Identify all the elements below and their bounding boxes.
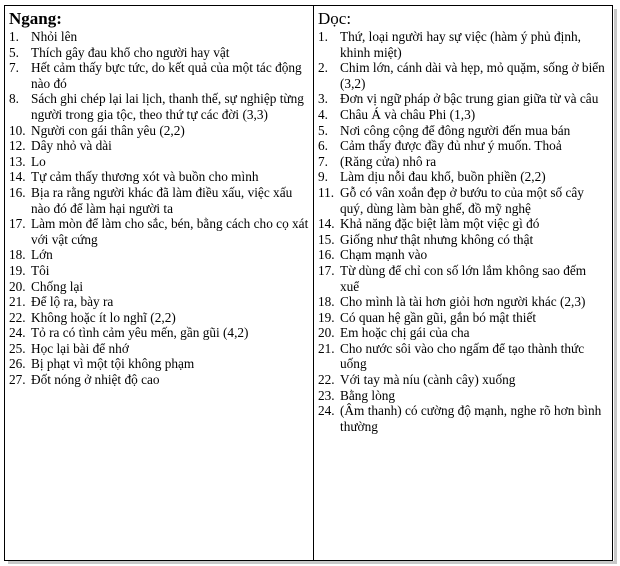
clue-text: Lớn bbox=[31, 247, 53, 263]
clue-number: 5. bbox=[9, 44, 19, 60]
across-clue-list bbox=[9, 29, 309, 388]
clue-number: 1. bbox=[318, 29, 328, 44]
clue-number: 16. bbox=[318, 247, 335, 263]
clue-text: Bị phạt vì một tội không phạm bbox=[31, 356, 195, 372]
table-shadow-bottom bbox=[8, 561, 617, 564]
clue-text: Tỏ ra có tình cảm yêu mến, gần gũi (4,2) bbox=[31, 325, 249, 341]
clue-item bbox=[9, 29, 309, 45]
clue-text: Lo bbox=[31, 153, 46, 169]
down-clue-list bbox=[318, 29, 608, 434]
clue-text: Nhỏi lên bbox=[31, 29, 78, 44]
clue-item bbox=[318, 107, 608, 123]
clue-item bbox=[9, 294, 309, 310]
clue-item bbox=[9, 45, 309, 61]
clue-number: 8. bbox=[9, 91, 19, 107]
clue-item bbox=[318, 388, 608, 404]
clue-text: Học lại bài để nhớ bbox=[31, 340, 129, 356]
clue-number: 6. bbox=[318, 138, 328, 154]
clue-number: 10. bbox=[9, 122, 26, 138]
clue-item bbox=[318, 263, 608, 294]
clue-text: Chạm mạnh vào bbox=[340, 247, 428, 263]
clue-item bbox=[318, 154, 608, 170]
down-heading: Dọc: bbox=[318, 9, 352, 28]
clue-item bbox=[318, 29, 608, 60]
clue-number: 13. bbox=[9, 153, 26, 169]
clue-text: Tự cảm thấy thương xót và buồn cho mình bbox=[31, 169, 259, 185]
clue-item bbox=[9, 138, 309, 154]
clue-number: 9. bbox=[318, 169, 328, 185]
clue-text: Đơn vị ngữ pháp ở bậc trung gian giữa từ và câu bbox=[340, 91, 599, 107]
clue-item bbox=[9, 154, 309, 170]
clue-number: 23. bbox=[318, 387, 335, 403]
clue-text: (Âm thanh) có cường độ mạnh, nghe rõ hơn bình thường bbox=[340, 403, 602, 434]
clue-number: 11. bbox=[318, 184, 335, 200]
clue-item bbox=[318, 232, 608, 248]
clue-text: Hết cảm thấy bực tức, do kết quả của một tác động nào đó bbox=[31, 60, 302, 91]
clue-item bbox=[318, 169, 608, 185]
clue-item bbox=[318, 60, 608, 91]
clue-number: 17. bbox=[9, 216, 26, 232]
clue-number: 7. bbox=[9, 60, 19, 76]
clue-number: 14. bbox=[9, 169, 26, 185]
clue-item bbox=[318, 341, 608, 372]
clue-text: Chim lớn, cánh dài và hẹp, mỏ quặm, sống ở biển (3,2) bbox=[340, 60, 605, 91]
clue-number: 7. bbox=[318, 153, 328, 169]
clue-text: Gỗ có vân xoắn đẹp ở bướu to của một số cây quý, dùng làm bàn ghế, đồ mỹ nghệ bbox=[340, 184, 584, 216]
clue-text: Thích gây đau khổ cho người hay vật bbox=[31, 44, 230, 60]
clue-text: Cho mình là tài hơn giỏi hơn người khác (2,3) bbox=[340, 294, 586, 310]
clue-text: Khả năng đặc biệt làm một việc gì đó bbox=[340, 216, 540, 232]
clue-item bbox=[318, 216, 608, 232]
clue-text: Bằng lòng bbox=[340, 387, 396, 403]
clue-text: Thứ, loại người hay sự việc (hàm ý phủ định, khinh miệt) bbox=[340, 29, 581, 60]
clue-item bbox=[318, 138, 608, 154]
across-heading: Ngang: bbox=[9, 9, 62, 28]
clue-text: Từ dùng để chỉ con số lớn lắm không sao đếm xuể bbox=[340, 262, 587, 294]
clue-number: 27. bbox=[9, 372, 26, 388]
clue-text: Nơi công cộng để đông người đến mua bán bbox=[340, 122, 571, 138]
clue-number: 17. bbox=[318, 262, 335, 278]
clue-item bbox=[9, 263, 309, 279]
clue-item bbox=[318, 123, 608, 139]
clue-number: 20. bbox=[9, 278, 26, 294]
clue-number: 4. bbox=[318, 106, 328, 122]
clue-item bbox=[318, 372, 608, 388]
clue-number: 12. bbox=[9, 138, 26, 154]
clue-number: 14. bbox=[318, 216, 335, 232]
crossword-clues-table bbox=[4, 5, 613, 561]
clue-text: Người con gái thân yêu (2,2) bbox=[31, 122, 185, 138]
clue-number: 16. bbox=[9, 184, 26, 200]
clue-text: Bịa ra rằng người khác đã làm điều xấu, việc xấu nào đó để làm hại người ta bbox=[31, 184, 293, 216]
clue-text: Em hoặc chị gái của cha bbox=[340, 325, 470, 341]
clue-number: 18. bbox=[318, 294, 335, 310]
clue-text: Làm mòn để làm cho sắc, bén, bằng cách cho cọ xát với vật cứng bbox=[31, 216, 309, 247]
clue-number: 21. bbox=[9, 294, 26, 310]
clue-item bbox=[318, 91, 608, 107]
clue-item bbox=[318, 294, 608, 310]
down-column bbox=[314, 6, 613, 561]
clue-item bbox=[318, 325, 608, 341]
clue-item bbox=[9, 356, 309, 372]
clue-number: 21. bbox=[318, 340, 335, 356]
clue-number: 1. bbox=[9, 29, 19, 44]
clue-number: 24. bbox=[9, 325, 26, 341]
clue-text: Sách ghi chép lại lai lịch, thanh thế, sự nghiệp từng người trong gia tộc, theo thứ tự các đời (3,3) bbox=[31, 91, 304, 122]
clue-text: (Răng cửa) nhô ra bbox=[340, 153, 437, 169]
clue-item bbox=[9, 185, 309, 216]
clue-text: Không hoặc ít lo nghĩ (2,2) bbox=[31, 309, 176, 325]
clue-number: 22. bbox=[318, 372, 335, 388]
clue-text: Giống như thật nhưng không có thật bbox=[340, 231, 534, 247]
clue-item bbox=[9, 247, 309, 263]
clue-text: Làm dịu nỗi đau khổ, buồn phiền (2,2) bbox=[340, 169, 546, 185]
clue-number: 19. bbox=[9, 262, 26, 278]
clue-item bbox=[9, 216, 309, 247]
clue-text: Dây nhỏ và dài bbox=[31, 138, 112, 154]
clue-text: Có quan hệ gần gũi, gắn bó mật thiết bbox=[340, 309, 537, 325]
clue-text: Cho nước sôi vào cho ngấm để tạo thành thức uống bbox=[340, 340, 585, 372]
clue-item bbox=[318, 310, 608, 326]
clue-text: Đốt nóng ở nhiệt độ cao bbox=[31, 372, 160, 388]
clue-text: Cảm thấy được đầy đủ như ý muốn. Thoả bbox=[340, 138, 562, 154]
clue-item bbox=[9, 123, 309, 139]
clue-number: 20. bbox=[318, 325, 335, 341]
across-column bbox=[5, 6, 314, 561]
clue-number: 2. bbox=[318, 60, 328, 76]
clue-item bbox=[9, 91, 309, 122]
table-shadow-right bbox=[614, 9, 617, 562]
clue-item bbox=[9, 325, 309, 341]
clue-item bbox=[9, 169, 309, 185]
clue-item bbox=[318, 247, 608, 263]
clue-item bbox=[9, 60, 309, 91]
clue-number: 18. bbox=[9, 247, 26, 263]
clue-number: 24. bbox=[318, 403, 335, 419]
clue-number: 15. bbox=[318, 231, 335, 247]
clue-number: 25. bbox=[9, 340, 26, 356]
clue-item bbox=[318, 185, 608, 216]
clue-number: 3. bbox=[318, 91, 328, 107]
clue-item bbox=[9, 341, 309, 357]
table-row bbox=[5, 6, 613, 561]
clue-item bbox=[9, 279, 309, 295]
clue-number: 19. bbox=[318, 309, 335, 325]
clue-text: Châu Á và châu Phi (1,3) bbox=[340, 106, 476, 122]
clue-number: 26. bbox=[9, 356, 26, 372]
clue-number: 5. bbox=[318, 122, 328, 138]
clue-text: Với tay mà níu (cành cây) xuống bbox=[340, 372, 516, 388]
clue-item bbox=[9, 372, 309, 388]
clue-number: 22. bbox=[9, 309, 26, 325]
clue-item bbox=[318, 403, 608, 434]
clue-text: Để lộ ra, bày ra bbox=[31, 294, 114, 310]
clue-text: Tôi bbox=[31, 262, 50, 278]
clue-text: Chống lại bbox=[31, 278, 84, 294]
clue-item bbox=[9, 310, 309, 326]
